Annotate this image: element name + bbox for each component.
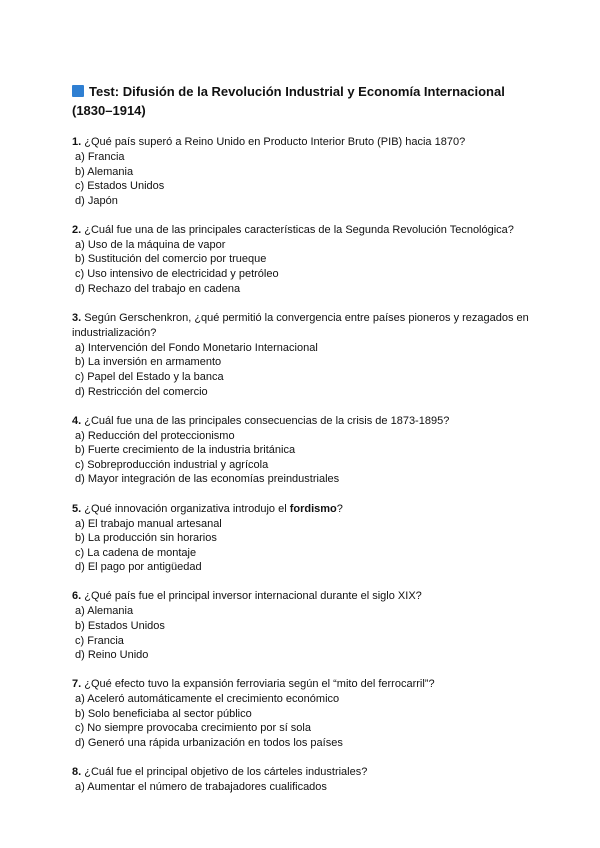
question-8: [72, 765, 530, 795]
question-text: [72, 589, 530, 604]
answer-option: c) La cadena de montaje: [75, 546, 197, 559]
answer-option: b) Sustitución del comercio por trueque: [75, 253, 267, 266]
answer-option: b) Solo beneficiaba al sector público: [75, 707, 252, 720]
answer-option: c) Uso intensivo de electricidad y petróleo: [75, 268, 279, 281]
question-2: [72, 223, 530, 296]
answer-options: [72, 604, 530, 662]
answer-option: a) Francia: [75, 151, 125, 163]
answer-option: d) Generó una rápida urbanización en todos los países: [75, 737, 343, 750]
question-stem-end: ?: [336, 502, 343, 515]
answer-option: a) El trabajo manual artesanal: [75, 517, 222, 530]
question-number: 3.: [72, 311, 82, 324]
answer-option: b) Alemania: [75, 165, 134, 178]
answer-option: a) Aceleró automáticamente el crecimiento económico: [75, 693, 340, 706]
question-number: 1.: [72, 136, 82, 148]
answer-option: a) Aumentar el número de trabajadores cualificados: [75, 781, 327, 794]
question-number: 8.: [72, 766, 82, 779]
question-stem: ¿Cuál fue una de las principales consecuencias de la crisis de 1873-1895?: [84, 414, 450, 427]
answer-options: [72, 780, 530, 795]
answer-options: [72, 429, 530, 487]
question-number: 7.: [72, 678, 82, 691]
answer-option: a) Intervención del Fondo Monetario Internacional: [75, 341, 318, 354]
question-1: [72, 135, 530, 208]
answer-option: c) Sobreproducción industrial y agrícola: [75, 458, 269, 471]
question-stem: ¿Qué país fue el principal inversor internacional durante el siglo XIX?: [84, 590, 422, 603]
question-stem: ¿Cuál fue una de las principales características de la Segunda Revolución Tecnológica?: [84, 223, 514, 236]
answer-option: d) Rechazo del trabajo en cadena: [75, 282, 241, 295]
answer-option: d) Japón: [75, 194, 118, 207]
page-title: [72, 82, 530, 120]
answer-option: b) Estados Unidos: [75, 619, 165, 632]
question-6: [72, 589, 530, 662]
answer-option: c) Francia: [75, 634, 124, 647]
question-text: [72, 765, 530, 780]
questions-list: [72, 135, 530, 795]
answer-options: [72, 238, 530, 296]
title-line-1: Test: Difusión de la Revolución Industrial y Economía Internacional: [89, 84, 505, 99]
answer-option: a) Alemania: [75, 605, 134, 618]
question-text: [72, 677, 530, 692]
question-stem: ¿Qué innovación organizativa introdujo el: [84, 502, 290, 515]
question-text: [72, 414, 530, 429]
question-stem: ¿Qué país superó a Reino Unido en Producto Interior Bruto (PIB) hacia 1870?: [84, 136, 466, 148]
question-number: 6.: [72, 590, 82, 603]
question-4: [72, 414, 530, 487]
answer-options: [72, 517, 530, 575]
question-number: 2.: [72, 223, 82, 236]
answer-options: [72, 692, 530, 750]
answer-option: b) La producción sin horarios: [75, 532, 217, 545]
book-icon: [72, 85, 84, 97]
answer-option: d) El pago por antigüedad: [75, 561, 202, 574]
question-number: 4.: [72, 414, 82, 427]
question-5: [72, 502, 530, 575]
answer-option: d) Mayor integración de las economías preindustriales: [75, 473, 340, 486]
title-line-2: (1830–1914): [72, 103, 146, 118]
question-text: [72, 311, 530, 341]
question-7: [72, 677, 530, 750]
answer-option: b) La inversión en armamento: [75, 356, 222, 369]
question-text: [72, 502, 530, 517]
answer-option: c) Papel del Estado y la banca: [75, 370, 224, 383]
answer-option: c) Estados Unidos: [75, 180, 165, 193]
answer-option: d) Reino Unido: [75, 649, 149, 662]
answer-option: b) Fuerte crecimiento de la industria británica: [75, 444, 296, 457]
answer-option: d) Restricción del comercio: [75, 385, 208, 398]
question-stem: ¿Qué efecto tuvo la expansión ferroviaria según el “mito del ferrocarril”?: [84, 678, 435, 691]
question-stem: ¿Cuál fue el principal objetivo de los cárteles industriales?: [84, 766, 368, 779]
question-number: 5.: [72, 502, 82, 515]
answer-option: a) Uso de la máquina de vapor: [75, 238, 226, 251]
answer-option: c) No siempre provocaba crecimiento por sí sola: [75, 722, 311, 735]
answer-option: a) Reducción del proteccionismo: [75, 429, 235, 442]
question-text: [72, 223, 530, 238]
answer-options: [72, 341, 530, 399]
answer-options: [72, 150, 530, 208]
question-text: [72, 135, 530, 150]
question-3: [72, 311, 530, 399]
question-stem: Según Gerschenkron, ¿qué permitió la convergencia entre países pioneros y rezagados en industrialización?: [72, 311, 529, 339]
question-emphasis: fordismo: [289, 502, 337, 515]
